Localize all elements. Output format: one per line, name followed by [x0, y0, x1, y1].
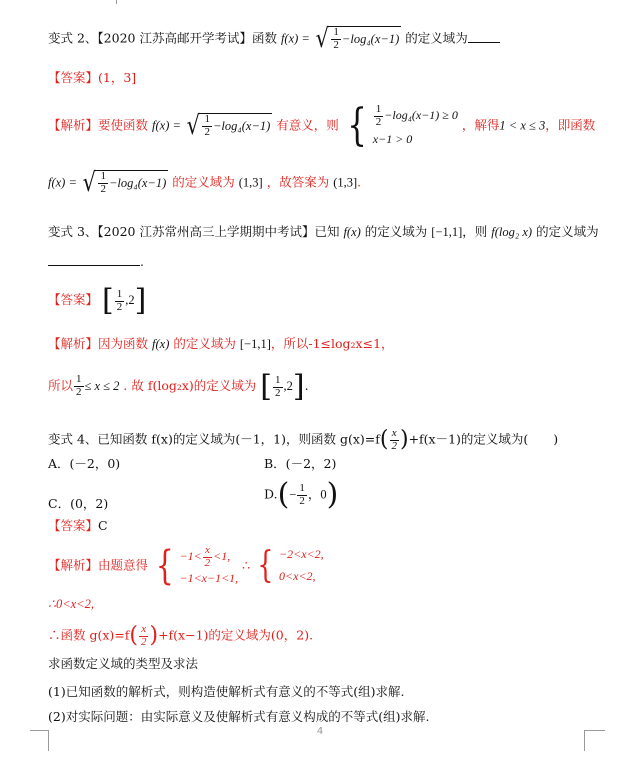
analysis3-line1 — [48, 336, 394, 352]
analysis3-f: f(x) — [152, 337, 170, 351]
answer3: 【答案】 [ $\frac{1}{2}$ ,2] — [48, 283, 147, 318]
variant3-answer-blank — [48, 265, 140, 266]
answer3-num: 1 — [116, 287, 123, 300]
analysis4-res2: 0<x<2, — [279, 568, 316, 583]
analysis2-line2-func: f(x) = — [48, 175, 77, 190]
analysis2-line2 — [48, 170, 361, 196]
analysis4-line3: ∴函数 g(x)=f ( $\frac{x}{2}$ ) +f(x−1)的定义域为(0，2). — [48, 623, 314, 649]
variant2-intro: 变式 2、【2020 江苏高邮开学考试】函数 — [48, 30, 277, 46]
analysis4-row1-a: −1< — [179, 548, 202, 563]
analysis4-line3-b: +f(x−1)的定义域为(0，2). — [158, 627, 314, 643]
analysis3-line2-num2: 1 — [275, 373, 281, 386]
answer4 — [48, 518, 108, 534]
analysis4-line1: 【解析】由题意得 { −1< $\frac{x}{2}$ <1, −1<x−1<1, ∴ { −2<x<2, 0<x<2, — [48, 542, 324, 589]
answer2-value: (1，3] — [98, 70, 137, 85]
analysis3-line2: 所以 $\frac{1}{2}$ ≤ x ≤ 2 . 故 f(log₂x)的定义域为 [ $\frac{1}{2}$ ,2]. — [48, 369, 309, 404]
variant3-text3: 的定义域为 — [536, 224, 599, 239]
variant4-option-b[interactable]: B．(－2，2) — [264, 456, 337, 471]
analysis4-line3-num: x — [141, 623, 147, 635]
analysis2-line2-log: −log₄(x−1) — [108, 176, 167, 191]
analysis2-label: 【解析】 — [48, 117, 99, 133]
analysis3-line2-num: 1 — [76, 373, 82, 386]
analysis4-res1: −2<x<2, — [279, 547, 324, 562]
analysis2-line2-end: . — [357, 174, 362, 190]
variant4-option-d[interactable]: D.(− $\frac{1}{2}$ ，0) — [264, 477, 339, 512]
variant3-blank-line — [48, 254, 144, 270]
analysis2-range: 1 < x ≤ 3 — [499, 118, 546, 133]
variant2-func: f(x) = — [280, 31, 310, 46]
analysis4-therefore: ∴ — [242, 557, 251, 573]
variant4-g-num: x — [391, 427, 397, 439]
analysis4-row1-b: <1, — [213, 548, 231, 563]
analysis2-line2-sqrt: √ $\frac{1}{2}$ −log₄(x−1) — [82, 168, 167, 198]
analysis2-line2-text: 的定义域为 — [172, 174, 235, 190]
variant2-question — [48, 26, 500, 52]
analysis4-text1: 由题意得 — [98, 557, 149, 573]
analysis3-line2-ineq: ≤ x ≤ 2 — [84, 378, 120, 393]
analysis4-line3-den: 2 — [140, 635, 147, 648]
analysis2-text4: ，即函数 — [545, 117, 596, 133]
answer4-value: C — [98, 518, 108, 533]
answer3-label: 【答案】 — [48, 291, 99, 307]
analysis4-row1-den: 2 — [204, 556, 211, 569]
variant3-text2: ，则 — [462, 224, 488, 239]
variant3-intro: 变式 3、【2020 江苏常州高三上学期期中考试】已知 — [48, 224, 340, 239]
variant2-log: −log₄(x−1) — [341, 32, 400, 47]
analysis3-text1: 因为函数 — [98, 336, 149, 351]
variant2-frac-den: 2 — [333, 39, 339, 51]
variant3-text1: 的定义域为 — [364, 224, 428, 239]
variant4-optD-num: 1 — [299, 481, 305, 494]
variant4-optD-label: D. — [264, 486, 278, 502]
analysis2-sys-row2: x−1 > 0 — [372, 132, 413, 147]
analysis3-label: 【解析】 — [48, 336, 99, 351]
variant3-f2: f(log₂ x) — [491, 225, 533, 239]
variant2-tail: 的定义域为 — [405, 30, 468, 46]
variant3-f: f(x) — [343, 225, 361, 239]
variant4-optD-rest: ，0 — [307, 487, 327, 502]
variant4-text2: +f(x－1)的定义域为( ) — [408, 431, 559, 447]
answer3-rest: ,2 — [125, 292, 135, 307]
analysis2-text2: 有意义，则 — [276, 117, 339, 133]
summary-item1: (1)已知函数的解析式，则构造使解析式有意义的不等式(组)求解. — [48, 684, 405, 699]
variant4-optD-sign: − — [289, 487, 297, 502]
analysis2-line2-interval2: (1,3] — [333, 175, 358, 190]
variant2-frac-num: 1 — [333, 26, 339, 39]
analysis2-line1 — [48, 100, 596, 151]
analysis3-text3: ，所以-1≤log₂x≤1， — [270, 336, 394, 351]
analysis2-system: { $\frac{1}{2}$ −log₄(x−1) ≥ 0 x−1 > 0 — [346, 100, 458, 151]
analysis3-line2-den: 2 — [76, 385, 82, 398]
variant4-question: 变式 4、已知函数 f(x)的定义域为(－1，1)，则函数 g(x)=f ( $\frac{x}{2}$ ) +f(x－1)的定义域为( ) — [48, 427, 559, 453]
analysis3-line2-text2: . 故 f(log₂x)的定义域为 — [123, 377, 257, 393]
summary-item2: (2)对实际问题：由实际意义及使解析式有意义构成的不等式(组)求解. — [48, 709, 430, 724]
analysis3-line2-den2: 2 — [275, 386, 281, 399]
analysis3-line2-text1: 所以 — [48, 377, 74, 393]
analysis2-text1: 要使函数 — [98, 117, 149, 133]
analysis2-line2-interval: (1,3] — [238, 175, 263, 190]
answer3-den: 2 — [116, 300, 123, 313]
top-crop-mark — [116, 0, 117, 4]
analysis2-log: −log₄(x−1) — [212, 119, 271, 134]
analysis3-interval: [−1,1] — [239, 337, 271, 351]
variant4-g-den: 2 — [391, 439, 397, 452]
analysis2-line2-text2: ，故答案为 — [266, 174, 330, 190]
analysis3-line2-end: . — [304, 377, 309, 393]
analysis4-label: 【解析】 — [48, 557, 99, 573]
answer2 — [48, 70, 136, 86]
variant4-option-c[interactable]: C．(0，2) — [48, 496, 109, 511]
analysis2-text3: ，解得 — [461, 117, 500, 133]
analysis4-line2: ∴0<x<2, — [48, 597, 94, 611]
variant3-question — [48, 224, 599, 240]
analysis2-sys-row1: −log₄(x−1) ≥ 0 — [384, 107, 458, 122]
analysis4-row2: −1<x−1<1, — [179, 571, 239, 586]
variant3-blank-end: . — [140, 254, 144, 269]
variant4-intro: 变式 4、已知函数 f(x)的定义域为(－1，1)，则函数 g(x)=f — [48, 431, 380, 447]
analysis3-text2: 的定义域为 — [173, 336, 236, 351]
page-number: 4 — [316, 726, 324, 737]
summary-title: 求函数定义域的类型及求法 — [48, 656, 199, 671]
answer4-label: 【答案】 — [48, 518, 99, 533]
analysis4-line3-a: ∴函数 g(x)=f — [48, 627, 130, 643]
variant2-sqrt: √ $\frac{1}{2}$ −log₄(x−1) — [315, 24, 400, 54]
variant4-optD-den: 2 — [299, 494, 305, 507]
analysis2-sqrt: √ $\frac{1}{2}$ −log₄(x−1) — [186, 111, 271, 141]
variant4-option-a[interactable]: A．(－2，0) — [48, 456, 121, 471]
analysis4-row1-num: x — [204, 544, 210, 556]
answer2-label: 【答案】 — [48, 70, 99, 85]
variant3-interval: [−1,1] — [431, 225, 463, 239]
variant2-answer-blank — [468, 42, 500, 43]
analysis2-func: f(x) = — [152, 118, 181, 133]
analysis3-line2-rest: ,2 — [283, 378, 293, 393]
